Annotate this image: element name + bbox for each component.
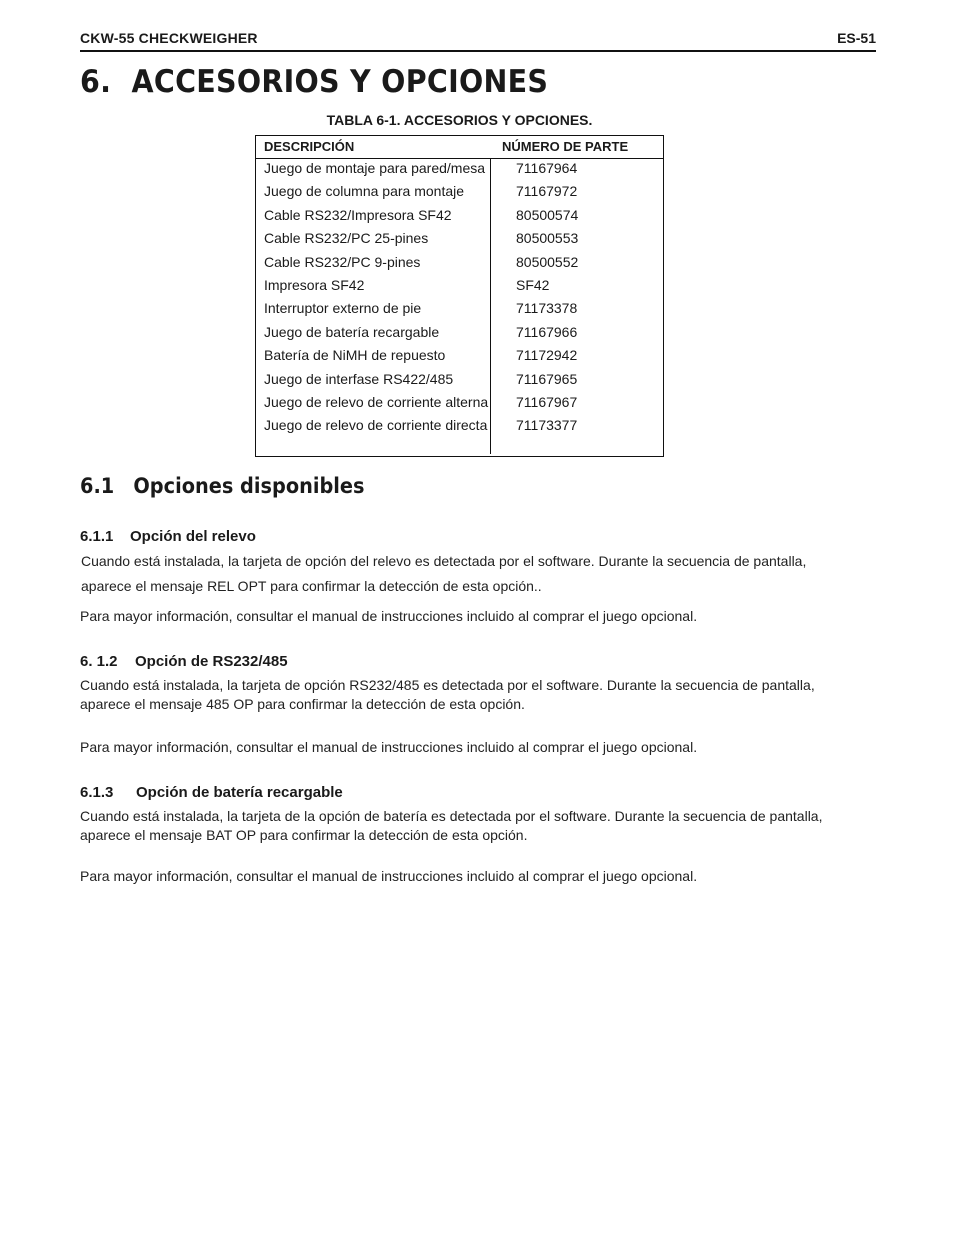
row-description: Juego de batería recargable [264,323,440,340]
row-description: Cable RS232/PC 25-pines [264,230,429,247]
accessories-table [255,135,664,457]
subsection-heading-relay [80,528,256,545]
row-part-number: 71167964 [516,160,578,176]
row-description: Juego de relevo de corriente alterna [264,393,489,410]
row-part-number: 71173377 [516,417,578,434]
table-row [256,298,663,321]
table-row [256,345,663,368]
section-title: Opciones disponibles [133,474,365,498]
subsection-number: 6.1.3 [80,784,114,801]
table-header-row [256,136,663,159]
subsection-title: Opción del relevo [130,528,256,545]
paragraph-rs232-description-line2: aparece el mensaje 485 OP para confirmar la detección de esta opción. [80,696,525,712]
paragraph-rs232-description-line1: Cuando está instalada, la tarjeta de opción RS232/485 es detectada por el software. Durante la secuencia de pantalla, [80,677,815,693]
row-description: Batería de NiMH de repuesto [264,347,446,364]
table-row [256,158,663,181]
row-description: Juego de relevo de corriente directa [264,417,488,434]
row-description: Interruptor externo de pie [264,300,422,317]
row-description: Cable RS232/Impresora SF42 [264,206,452,223]
paragraph-relay-description-line2: aparece el mensaje REL OPT para confirmar la detección de esta opción.. [81,578,542,594]
row-description: Juego de montaje para pared/mesa [264,160,486,176]
subsection-heading-battery [80,784,343,801]
section-heading [80,474,365,498]
row-part-number: 80500574 [516,206,579,223]
table-row [256,322,663,345]
table-body [256,158,663,439]
page-header [80,28,876,52]
table-row [256,205,663,228]
table-row [256,415,663,438]
section-number: 6.1 [80,474,115,498]
row-part-number: 71167966 [516,323,578,340]
row-description: Cable RS232/PC 9-pines [264,253,421,270]
row-part-number: 71173378 [516,300,578,317]
row-part-number: SF42 [516,276,550,293]
table-caption: TABLA 6-1. ACCESORIOS Y OPCIONES. [326,112,593,128]
row-part-number: 80500553 [516,230,579,247]
subsection-title: Opción de RS232/485 [135,653,288,670]
row-part-number: 71167965 [516,370,578,387]
chapter-number: 6. [80,64,112,100]
subsection-number: 6. 1.2 [80,653,118,670]
row-part-number: 71167972 [516,183,578,200]
chapter-title [80,64,548,100]
paragraph-battery-description-line1: Cuando está instalada, la tarjeta de la opción de batería es detectada por el software. Durante la secuencia de pantalla, [80,808,823,824]
row-part-number: 80500552 [516,253,579,270]
row-description: Impresora SF42 [264,276,365,293]
table-row [256,369,663,392]
paragraph-relay-description-line1: Cuando está instalada, la tarjeta de opción del relevo es detectada por el software. Durante la secuencia de pantalla, [81,553,807,569]
document-title: CKW-55 CHECKWEIGHER [80,30,258,46]
row-description: Juego de interfase RS422/485 [264,370,454,387]
table-row [256,252,663,275]
table-row [256,392,663,415]
table-row [256,228,663,251]
column-header-part-number: NÚMERO DE PARTE [502,139,629,154]
paragraph-rs232-more-info: Para mayor información, consultar el manual de instrucciones incluido al comprar el juego opcional. [80,739,698,755]
paragraph-relay-more-info: Para mayor información, consultar el manual de instrucciones incluido al comprar el juego opcional. [80,608,698,624]
chapter-title-text: ACCESORIOS Y OPCIONES [131,64,549,100]
subsection-heading-rs232 [80,653,288,670]
table-row [256,275,663,298]
subsection-title: Opción de batería recargable [136,784,343,801]
subsection-number: 6.1.1 [80,528,114,545]
row-part-number: 71167967 [516,393,578,410]
paragraph-battery-description-line2: aparece el mensaje BAT OP para confirmar la detección de esta opción. [80,827,528,843]
row-description: Juego de columna para montaje [264,183,465,200]
table-row [256,181,663,204]
column-header-description: DESCRIPCIÓN [264,139,355,154]
page-number: ES-51 [837,30,876,46]
paragraph-battery-more-info: Para mayor información, consultar el manual de instrucciones incluido al comprar el juego opcional. [80,868,698,884]
row-part-number: 71172942 [516,347,578,364]
